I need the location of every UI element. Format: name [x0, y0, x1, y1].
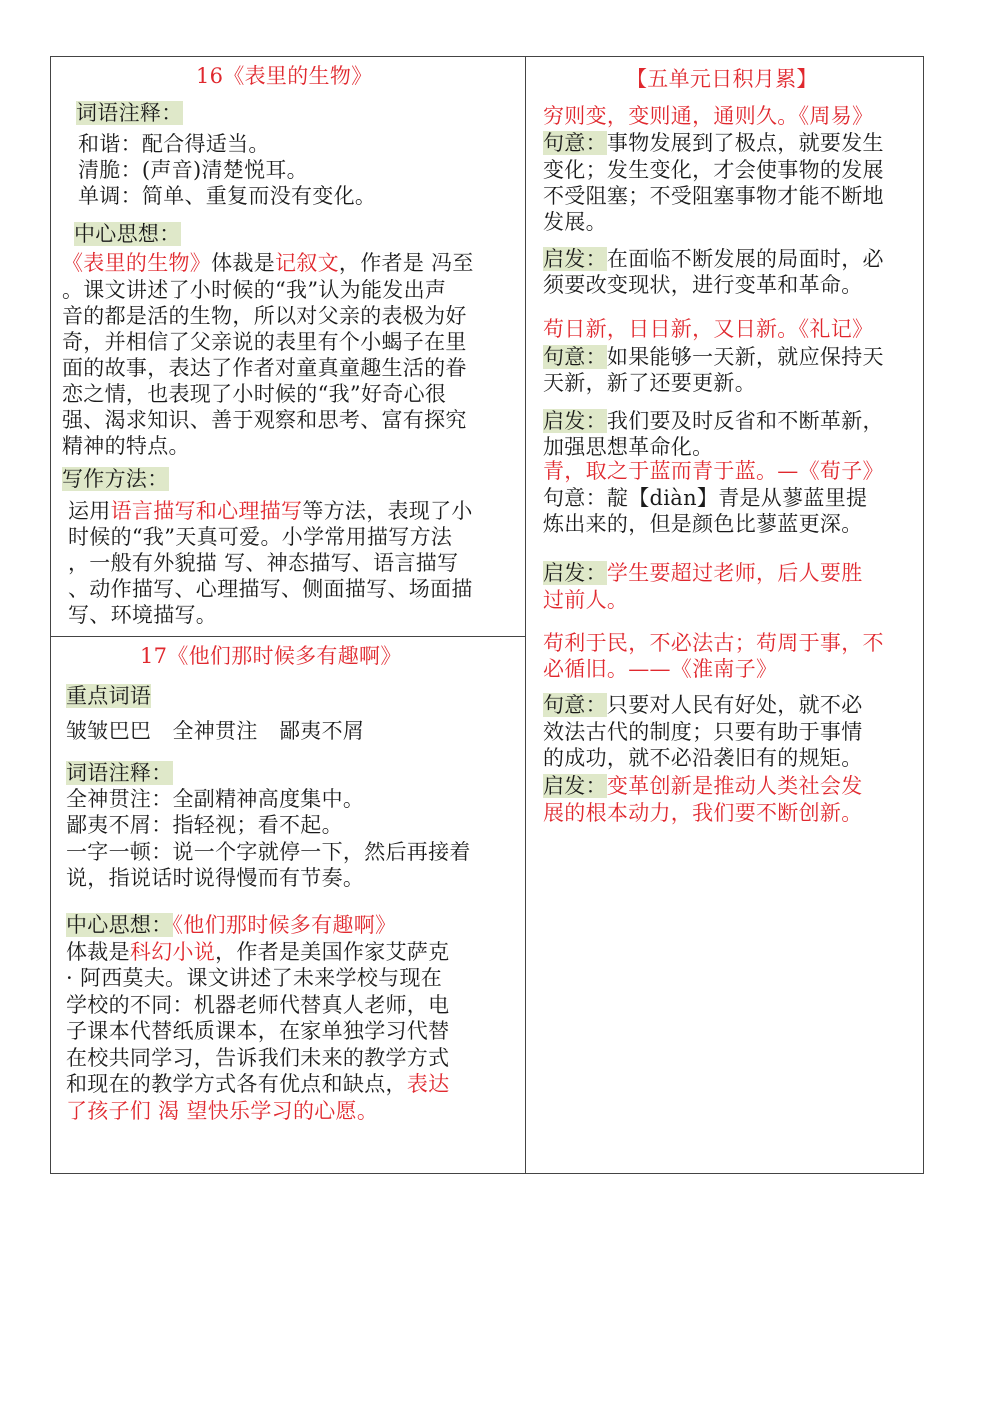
lesson16-theme-line: 强、渴求知识、善于观察和思考、富有探究 — [62, 408, 467, 432]
lesson17-theme-end: 了孩子们 渴 望快乐学习的心愿。 — [66, 1099, 379, 1123]
lesson17-theme-line: 子课本代替纸质课本，在家单独学习代替 — [66, 1019, 450, 1043]
lesson16-theme-line: 音的都是活的生物，所以对父亲的表极为好 — [62, 304, 467, 328]
meaning-2-line: 天新，新了还要更新。 — [543, 371, 756, 395]
insight-3-line: 过前人。 — [543, 588, 629, 612]
insight-1-line: 须要改变现状，进行变革和革命。 — [543, 273, 863, 297]
quote-4-line: 苟利于民，不必法古；苟周于事，不 — [543, 631, 884, 655]
column-divider — [525, 56, 526, 1174]
lesson16-method-line: ，一般有外貌描 写、神态描写、语言描写 — [68, 551, 459, 575]
lesson16-title: 16《表里的生物》 — [196, 64, 373, 88]
lesson16-theme-line: 。课文讲述了小时候的“我”认为能发出声 — [62, 278, 447, 302]
quote-2: 苟日新，日日新，又日新。《礼记》 — [543, 317, 874, 341]
lesson16-vocab-item: 和谐：配合得适当。 — [78, 132, 270, 156]
lesson17-theme-last-line: 和现在的教学方式各有优点和缺点，表达 — [66, 1072, 450, 1096]
meaning-3-line: 炼出来的，但是颜色比蓼蓝更深。 — [543, 512, 863, 536]
lesson17-theme-line: 在校共同学习，告诉我们未来的教学方式 — [66, 1046, 450, 1070]
row-divider — [50, 636, 526, 637]
insight-3-first-line: 启发：学生要超过老师，后人要胜 — [543, 561, 863, 585]
lesson17-title: 17《他们那时候多有趣啊》 — [140, 644, 402, 668]
lesson17-vocab-heading: 词语注释： — [66, 761, 173, 785]
lesson17-vocab-item: 鄙夷不屑：指轻视；看不起。 — [66, 813, 343, 837]
meaning-1-line: 发展。 — [543, 210, 607, 234]
lesson17-vocab-item: 一字一顿：说一个字就停一下，然后再接着 — [66, 840, 471, 864]
meaning-1-line: 不受阻塞；不受阻塞事物才能不断地 — [543, 184, 884, 208]
insight-4-line: 展的根本动力，我们要不断创新。 — [543, 801, 863, 825]
lesson17-vocab-item: 说，指说话时说得慢而有节奏。 — [66, 866, 365, 890]
lesson16-vocab-item: 清脆：(声音)清楚悦耳。 — [78, 158, 308, 182]
meaning-1-line: 变化；发生变化，才会使事物的发展 — [543, 158, 884, 182]
lesson16-theme-line: 恋之情，也表现了小时候的“我”好奇心很 — [62, 382, 447, 406]
lesson16-theme-line: 面的故事，表达了作者对童真童趣生活的眷 — [62, 356, 467, 380]
lesson17-theme-first-line: 体裁是科幻小说，作者是美国作家艾萨克 — [66, 940, 450, 964]
meaning-4-line: 效法古代的制度；只要有助于事情 — [543, 720, 863, 744]
lesson16-theme-line: 精神的特点。 — [62, 434, 190, 458]
lesson16-theme-line: 奇，并相信了父亲说的表里有个小蝎子在里 — [62, 330, 467, 354]
quote-1: 穷则变，变则通，通则久。《周易》 — [543, 104, 874, 128]
meaning-1-first-line: 句意：事物发展到了极点，就要发生 — [543, 131, 884, 155]
lesson16-vocab-item: 单调：简单、重复而没有变化。 — [78, 184, 377, 208]
insight-4-first-line: 启发：变革创新是推动人类社会发 — [543, 774, 863, 798]
lesson16-method-first-line: 运用语言描写和心理描写等方法，表现了小 — [68, 499, 473, 523]
insight-2-line: 加强思想革命化。 — [543, 435, 714, 459]
lesson17-vocab-item: 全神贯注：全副精神高度集中。 — [66, 787, 365, 811]
lesson17-theme-heading-line: 中心思想：《他们那时候多有趣啊》 — [66, 913, 397, 937]
lesson16-method-line: 写、环境描写。 — [68, 603, 218, 627]
lesson16-method-line: 、动作描写、心理描写、侧面描写、场面描 — [68, 577, 473, 601]
lesson16-method-heading: 写作方法： — [62, 467, 169, 491]
lesson16-theme-heading: 中心思想： — [74, 222, 181, 246]
lesson17-theme-line: 学校的不同：机器老师代替真人老师，电 — [66, 993, 450, 1017]
insight-1-first-line: 启发：在面临不断发展的局面时，必 — [543, 247, 884, 271]
meaning-4-first-line: 句意：只要对人民有好处，就不必 — [543, 693, 863, 717]
lesson17-theme-line: · 阿西莫夫。课文讲述了未来学校与现在 — [66, 966, 443, 990]
quote-4-line: 必循旧。——《淮南子》 — [543, 657, 778, 681]
meaning-4-line: 的成功，就不必沿袭旧有的规矩。 — [543, 746, 863, 770]
lesson17-key-heading: 重点词语 — [66, 684, 152, 708]
lesson16-method-line: 时候的“我”天真可爱。小学常用描写方法 — [68, 525, 453, 549]
lesson16-vocab-heading: 词语注释： — [76, 101, 183, 125]
lesson16-theme-first-line: 《表里的生物》体裁是记叙文，作者是 冯至 — [62, 251, 474, 275]
lesson17-key-words: 皱皱巴巴 全神贯注 鄙夷不屑 — [66, 719, 365, 743]
quote-3: 青，取之于蓝而青于蓝。—《荀子》 — [543, 459, 884, 483]
meaning-2-first-line: 句意：如果能够一天新，就应保持天 — [543, 345, 884, 369]
meaning-3-first-line: 句意：靛【diàn】青是从蓼蓝里提 — [543, 486, 868, 510]
unit5-title: 【五单元日积月累】 — [626, 67, 818, 91]
insight-2-first-line: 启发：我们要及时反省和不断革新， — [543, 409, 884, 433]
